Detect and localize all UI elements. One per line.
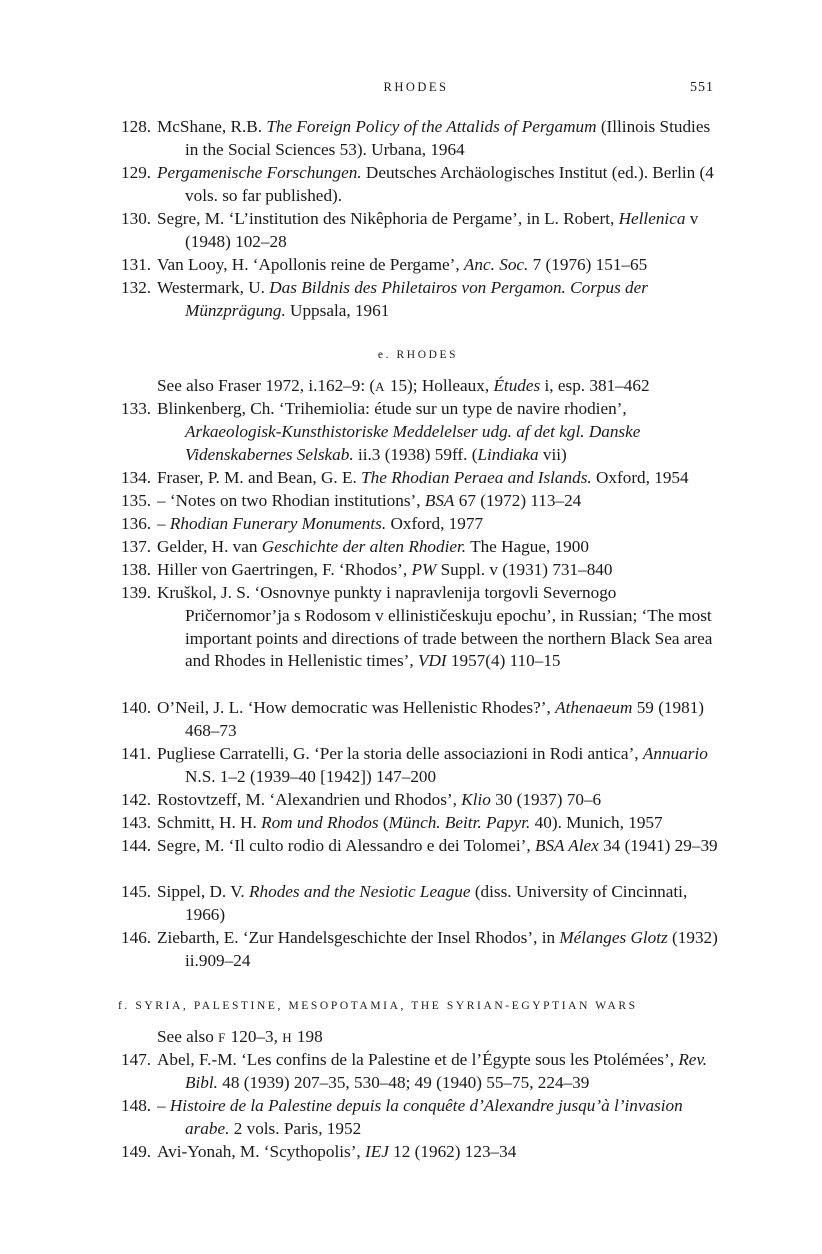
entry-number: 132. xyxy=(121,278,152,297)
entry-text: See also Fraser 1972, i.162–9: ( xyxy=(157,376,376,395)
entry-text: 198 xyxy=(292,1027,323,1046)
bib-entry-133 xyxy=(121,398,721,466)
entry-body xyxy=(157,835,721,858)
entry-text: vii) xyxy=(538,444,567,464)
entry-text: Fraser, P. M. and Bean, G. E. xyxy=(157,468,362,487)
italic-title: Arkaeologisk-Kunsthistoriske Meddelelser udg. af det kgl. Danske Videnskabernes Selskab. xyxy=(185,421,641,464)
see-also-syria xyxy=(157,1026,725,1050)
bib-entry-144 xyxy=(121,835,721,858)
entry-text: ii.3 (1938) 59ff. ( xyxy=(353,444,478,464)
bib-entry-148 xyxy=(121,1095,721,1141)
page-number: 551 xyxy=(690,80,714,95)
entry-body xyxy=(157,812,721,835)
entry-number: 142. xyxy=(121,790,152,809)
entry-body xyxy=(157,513,721,536)
entry-text: Suppl. v (1931) 731–840 xyxy=(436,560,613,579)
italic-title: BSA xyxy=(424,491,455,510)
entry-body xyxy=(157,1049,721,1095)
entry-text: Deutsches Archäologisches Institut (ed.). Berlin (4 vols. so far published). xyxy=(185,163,714,205)
entry-number: 146. xyxy=(121,928,152,947)
entry-text: 1957(4) 110–15 xyxy=(446,651,561,671)
entry-text: 40). Munich, 1957 xyxy=(530,813,663,832)
entry-body xyxy=(157,789,721,812)
small-caps-ref: H xyxy=(282,1030,293,1045)
entry-body xyxy=(157,1095,721,1141)
entry-body xyxy=(157,559,721,582)
small-caps-ref: A xyxy=(375,379,386,394)
entry-body xyxy=(157,490,721,513)
italic-title: IEJ xyxy=(365,1142,389,1161)
bib-entry-147 xyxy=(121,1049,721,1095)
entry-text: The Hague, 1900 xyxy=(466,537,589,556)
running-head xyxy=(118,80,714,95)
entry-body xyxy=(157,208,721,254)
italic-title: Münch. Beitr. Papyr. xyxy=(388,813,531,832)
entry-number: 148. xyxy=(121,1096,152,1115)
bib-entry-135 xyxy=(121,490,721,513)
entry-text: 7 (1976) 151–65 xyxy=(528,255,648,274)
bib-entry-143 xyxy=(121,812,721,835)
italic-title: VDI xyxy=(417,651,447,671)
see-also-rhodes xyxy=(157,375,725,399)
entry-text: 67 (1972) 113–24 xyxy=(454,491,582,510)
entry-text: Avi-Yonah, M. ‘Scythopolis’, xyxy=(157,1142,366,1161)
entry-text: Ziebarth, E. ‘Zur Handelsgeschichte der Insel Rhodos’, in xyxy=(157,928,560,947)
bib-entry-128 xyxy=(121,116,721,162)
entry-text: 2 vols. Paris, 1952 xyxy=(229,1118,362,1138)
bib-entry-141 xyxy=(121,743,721,789)
italic-title: Rom und Rhodos xyxy=(261,813,379,832)
entry-body xyxy=(157,254,721,277)
entry-text: (Illinois Studies in the Social Sciences 53). Urbana, 1964 xyxy=(185,117,711,159)
bib-entry-145 xyxy=(121,881,721,927)
italic-title: Das Bildnis des Philetairos von Pergamon. Corpus der Münzprägung. xyxy=(185,278,648,320)
bib-entry-130 xyxy=(121,208,721,254)
entry-body xyxy=(157,162,721,208)
entry-text: (diss. University of Cincinnati, 1966) xyxy=(185,882,688,924)
entry-body xyxy=(157,697,721,743)
entry-body xyxy=(157,398,721,466)
entry-body xyxy=(157,277,721,323)
entry-number: 145. xyxy=(121,882,152,901)
entry-text: ( xyxy=(378,813,389,832)
italic-title: Athenaeum xyxy=(555,698,633,717)
entry-number: 144. xyxy=(121,836,152,855)
entry-body xyxy=(157,116,721,162)
bib-entry-149 xyxy=(121,1141,721,1164)
entry-body xyxy=(157,743,721,789)
entry-text: 48 (1939) 207–35, 530–48; 49 (1940) 55–75, 224–39 xyxy=(217,1072,590,1092)
bib-entry-137 xyxy=(121,536,721,559)
bib-entry-134 xyxy=(121,467,721,490)
entry-text: Segre, M. ‘Il culto rodio di Alessandro e dei Tolomei’, xyxy=(157,836,535,855)
bib-entry-139 xyxy=(121,582,721,673)
italic-title: BSA Alex xyxy=(534,836,599,855)
italic-title: The Foreign Policy of the Attalids of Pergamum xyxy=(266,117,597,136)
entry-text: – xyxy=(157,1096,170,1115)
italic-title: PW xyxy=(411,560,437,579)
entry-text: N.S. 1–2 (1939–40 [1942]) 147–200 xyxy=(185,766,437,786)
bib-entry-131 xyxy=(121,254,721,277)
italic-title: Histoire de la Palestine depuis la conquête d’Alexandre jusqu’à l’invasion arabe. xyxy=(169,1096,683,1138)
entry-number: 130. xyxy=(121,209,152,228)
entry-body xyxy=(157,927,721,973)
entry-text: 59 (1981) 468–73 xyxy=(185,698,705,740)
entry-text: Van Looy, H. ‘Apollonis reine de Pergame’, xyxy=(157,255,464,274)
italic-title: Geschichte der alten Rhodier. xyxy=(261,537,467,556)
entry-number: 134. xyxy=(121,468,152,487)
entry-number: 139. xyxy=(121,583,152,602)
entry-text: 15); Holleaux, xyxy=(385,376,494,395)
italic-title: Rhodian Funerary Monuments. xyxy=(169,514,387,533)
entry-text: Gelder, H. van xyxy=(157,537,262,556)
italic-title: Annuario xyxy=(642,744,708,763)
entry-body xyxy=(157,582,721,673)
entry-number: 133. xyxy=(121,399,152,418)
entry-text: McShane, R.B. xyxy=(157,117,267,136)
bib-entry-129 xyxy=(121,162,721,208)
entry-number: 147. xyxy=(121,1050,152,1069)
entry-text: Blinkenberg, Ch. ‘Trihemiolia: étude sur un type de navire rhodien’, xyxy=(157,399,627,418)
bib-entry-138 xyxy=(121,559,721,582)
entry-text: v (1948) 102–28 xyxy=(185,209,699,251)
entry-body xyxy=(157,1141,721,1164)
italic-title: Lindiaka xyxy=(477,444,539,464)
entry-number: 149. xyxy=(121,1142,152,1161)
section-heading-syria xyxy=(118,1000,718,1012)
section-title: SYRIA, PALESTINE, MESOPOTAMIA, THE SYRIAN-EGYPTIAN WARS xyxy=(135,1000,638,1012)
entry-text: Rostovtzeff, M. ‘Alexandrien und Rhodos’, xyxy=(157,790,462,809)
section-heading-rhodes xyxy=(118,349,718,361)
entry-body xyxy=(157,467,721,490)
entry-number: 135. xyxy=(121,491,152,510)
entry-text: O’Neil, J. L. ‘How democratic was Hellenistic Rhodes?’, xyxy=(157,698,556,717)
entry-text: i, esp. 381–462 xyxy=(540,376,650,395)
entry-text: 30 (1937) 70–6 xyxy=(490,790,602,809)
entry-number: 137. xyxy=(121,537,152,556)
italic-title: Rev. Bibl. xyxy=(185,1050,708,1092)
small-caps-ref: F xyxy=(218,1030,227,1045)
entry-text: Kruškol, J. S. ‘Osnovnye punkty i napravlenija torgovli Severnogo Pričernomor’ja s Rodosom v ellinističeskuju epochu’, in Russian; ‘The most important points and directions of trade between the northern Black Sea area and Rhodes in Hellenistic times’, xyxy=(157,583,713,671)
entry-text: Oxford, 1977 xyxy=(386,514,484,533)
entry-text: – ‘Notes on two Rhodian institutions’, xyxy=(157,491,425,510)
bib-entry-142 xyxy=(121,789,721,812)
entry-number: 143. xyxy=(121,813,152,832)
italic-title: Klio xyxy=(461,790,491,809)
entry-number: 136. xyxy=(121,514,152,533)
entry-number: 141. xyxy=(121,744,152,763)
entry-text: Segre, M. ‘L’institution des Nikêphoria de Pergame’, in L. Robert, xyxy=(157,209,619,228)
entry-text: Sippel, D. V. xyxy=(157,882,250,901)
entry-text: Oxford, 1954 xyxy=(591,468,689,487)
italic-title: Hellenica xyxy=(618,209,686,228)
entry-text: Hiller von Gaertringen, F. ‘Rhodos’, xyxy=(157,560,412,579)
entry-number: 128. xyxy=(121,117,152,136)
section-title: RHODES xyxy=(396,349,459,361)
entry-text: Uppsala, 1961 xyxy=(285,300,390,320)
italic-title: Pergamenische Forschungen. xyxy=(157,163,362,182)
entry-text: 34 (1941) 29–39 xyxy=(598,836,718,855)
bib-entry-132 xyxy=(121,277,721,323)
italic-title: Rhodes and the Nesiotic League xyxy=(249,882,471,901)
entry-body xyxy=(157,536,721,559)
entry-text: Schmitt, H. H. xyxy=(157,813,262,832)
entry-text: 12 (1962) 123–34 xyxy=(388,1142,517,1161)
entry-text: Abel, F.-M. ‘Les confins de la Palestine et de l’Égypte sous les Ptolémées’, xyxy=(157,1050,679,1069)
entry-number: 131. xyxy=(121,255,152,274)
entry-text: Westermark, U. xyxy=(157,278,270,297)
entry-text: – xyxy=(157,514,170,533)
entry-number: 138. xyxy=(121,560,152,579)
entry-number: 140. xyxy=(121,698,152,717)
running-head-title: RHODES xyxy=(383,80,449,94)
bib-entry-136 xyxy=(121,513,721,536)
entry-text: Pugliese Carratelli, G. ‘Per la storia delle associazioni in Rodi antica’, xyxy=(157,744,643,763)
entry-text: 120–3, xyxy=(226,1027,283,1046)
entry-body xyxy=(157,881,721,927)
section-letter: f. xyxy=(118,1000,130,1012)
section-letter: e. xyxy=(377,349,392,361)
bib-entry-146 xyxy=(121,927,721,973)
italic-title: Études xyxy=(493,376,541,395)
italic-title: The Rhodian Peraea and Islands. xyxy=(361,468,592,487)
italic-title: Anc. Soc. xyxy=(463,255,529,274)
entry-text: See also xyxy=(157,1027,219,1046)
italic-title: Mélanges Glotz xyxy=(559,928,668,947)
entry-number: 129. xyxy=(121,163,152,182)
entry-text: (1932) ii.909–24 xyxy=(185,928,718,970)
bib-entry-140 xyxy=(121,697,721,743)
